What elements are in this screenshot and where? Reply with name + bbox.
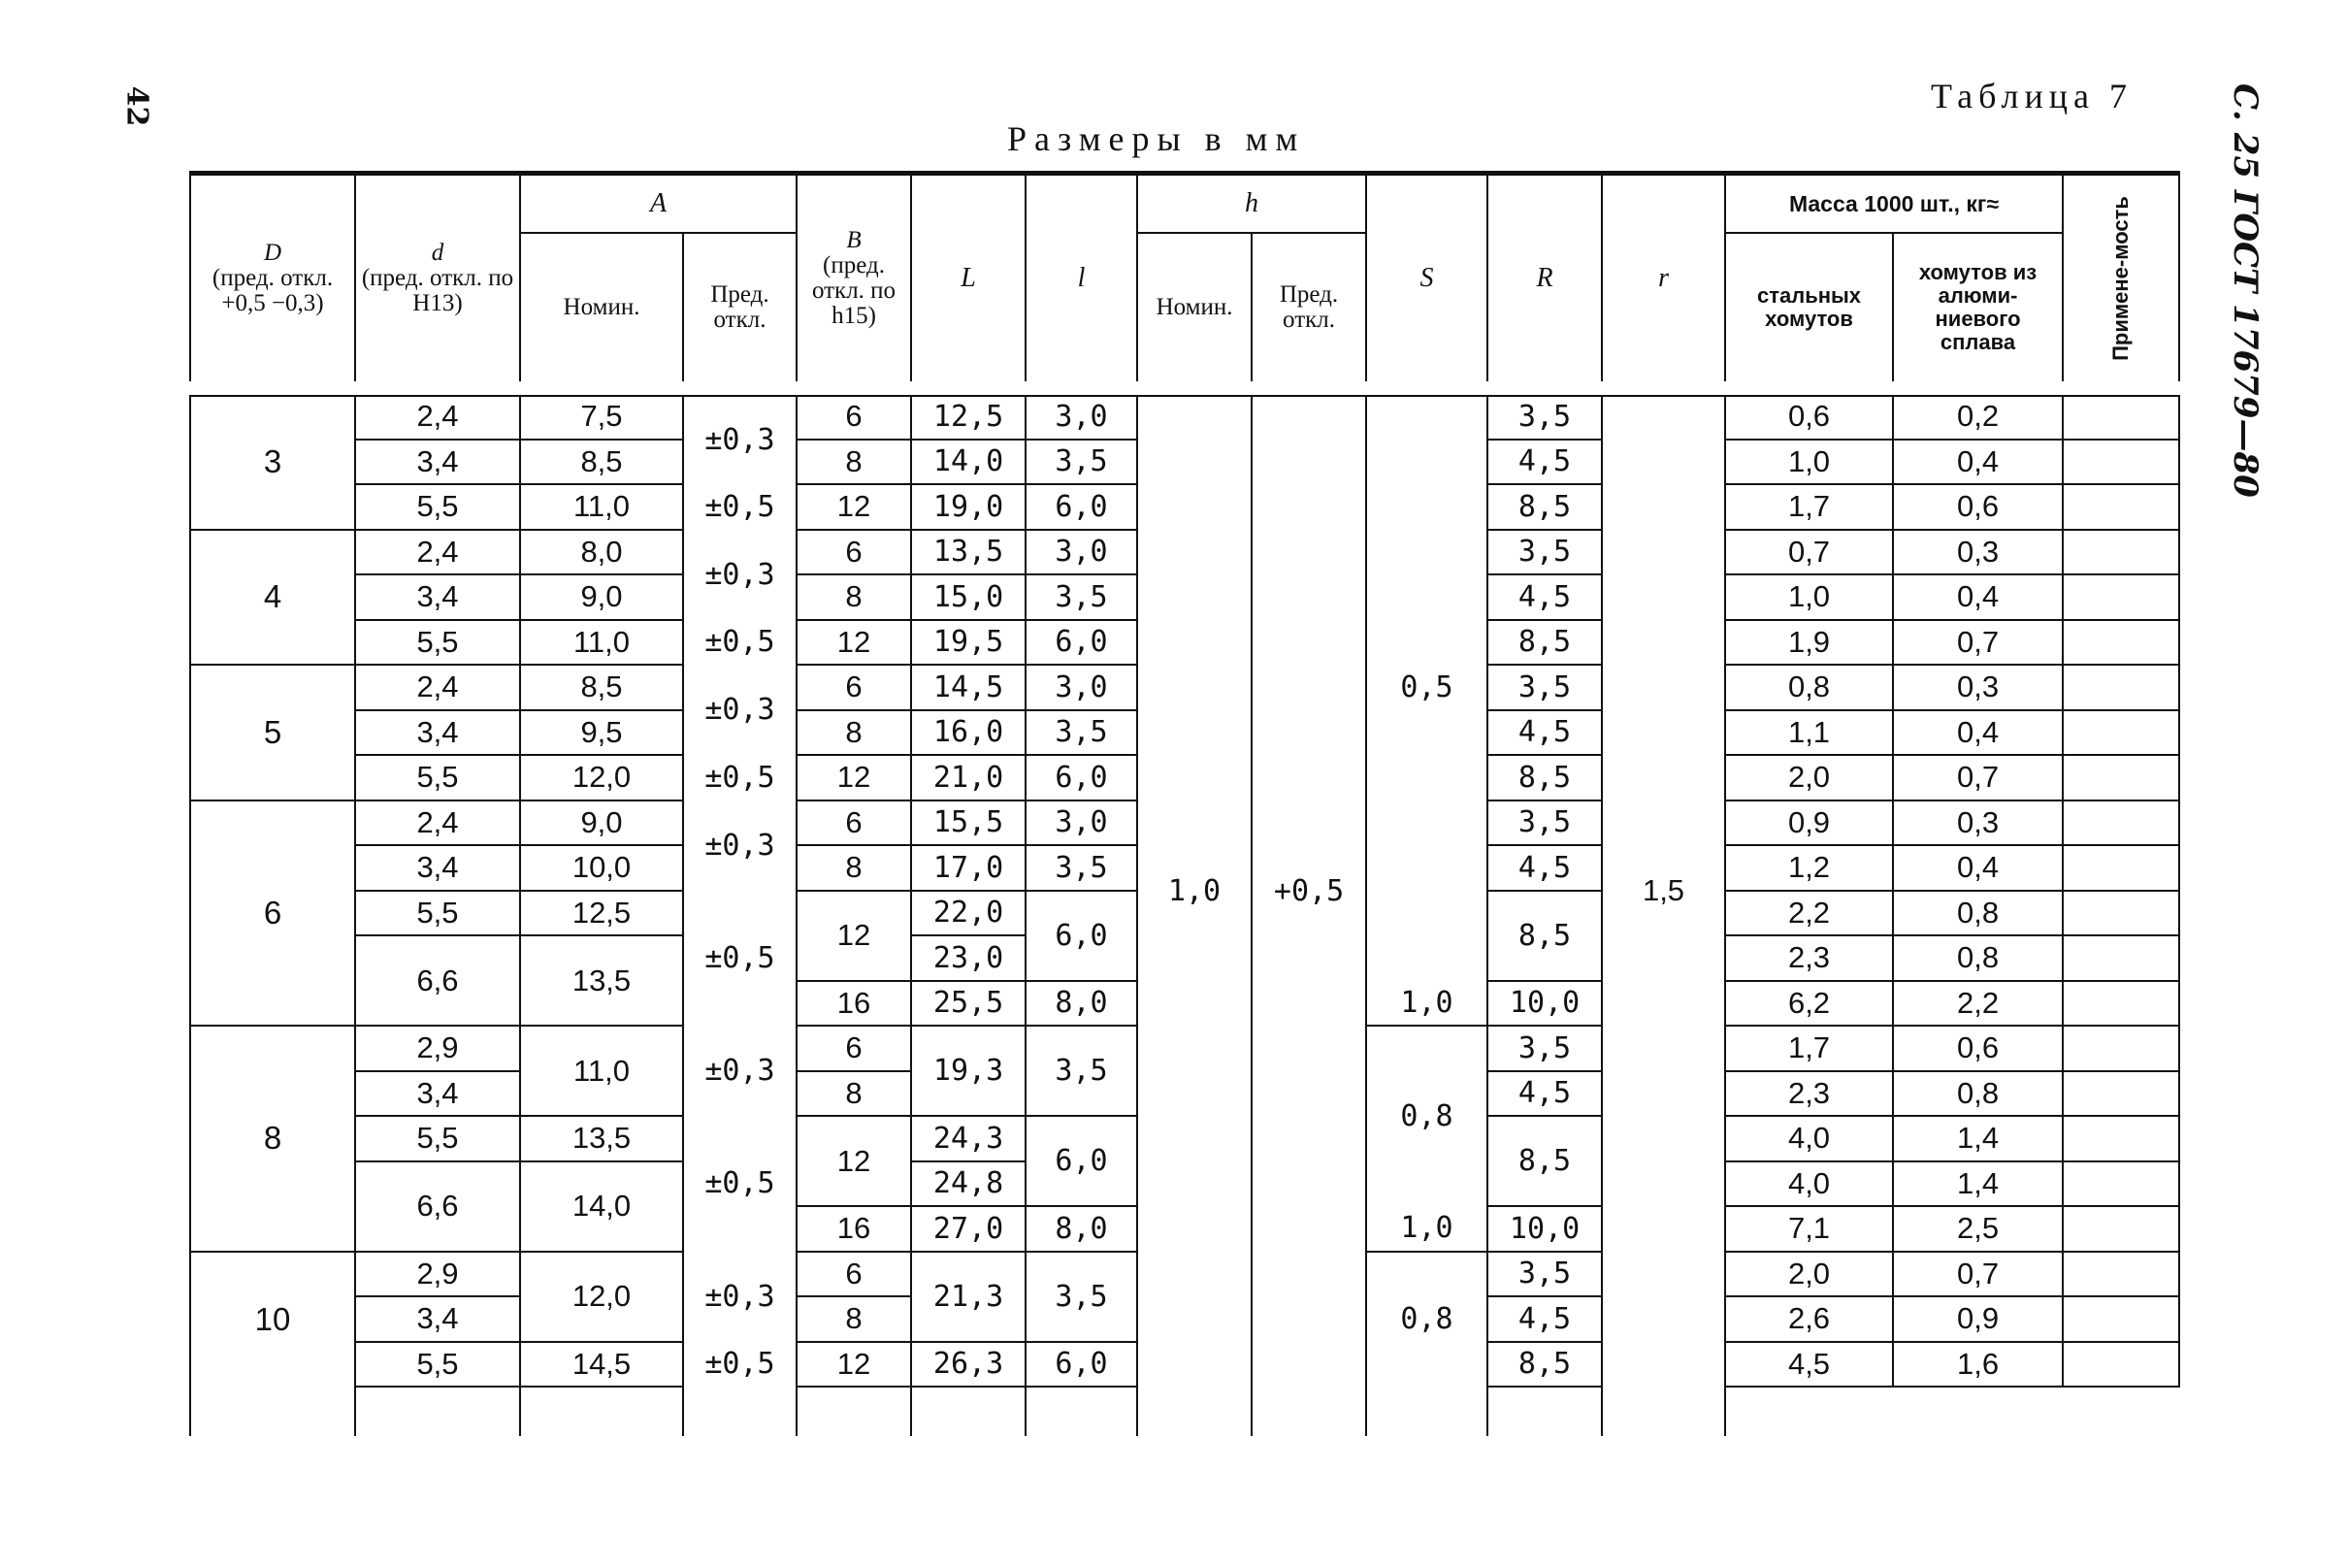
- cell-applicability: [2063, 1342, 2179, 1388]
- cell-S: 0,8: [1366, 1252, 1487, 1388]
- blank-cell: [1137, 1387, 1252, 1436]
- side-running-title: [2214, 83, 2272, 510]
- cell-L: 15,5: [911, 800, 1026, 846]
- cell-R: 3,5: [1487, 388, 1602, 440]
- cell-S: 1,0: [1366, 981, 1487, 1027]
- blank-cell: [1725, 1387, 1893, 1436]
- cell-B: 12: [797, 1342, 911, 1388]
- cell-mass-alloy: 0,8: [1893, 935, 2063, 981]
- cell-L: 15,0: [911, 574, 1026, 620]
- cell-R: 10,0: [1487, 1206, 1602, 1252]
- cell-mass-alloy: 0,9: [1893, 1296, 2063, 1342]
- cell-L: 16,0: [911, 710, 1026, 756]
- cell-mass-alloy: 0,4: [1893, 845, 2063, 891]
- cell-l: 6,0: [1026, 755, 1137, 800]
- header-D-tolerance: (пред. откл. +0,5 −0,3): [212, 265, 334, 316]
- cell-A-tolerance: ±0,5: [683, 1116, 797, 1252]
- header-A: A: [520, 174, 797, 234]
- cell-B: 6: [797, 388, 911, 440]
- cell-A-nominal: 7,5: [520, 388, 683, 440]
- cell-R: 8,5: [1487, 620, 1602, 666]
- cell-L: 26,3: [911, 1342, 1026, 1388]
- cell-A-nominal: 11,0: [520, 620, 683, 666]
- cell-R: 4,5: [1487, 440, 1602, 485]
- header-R: R: [1487, 174, 1602, 389]
- header-l: l: [1026, 174, 1137, 389]
- cell-R: 10,0: [1487, 981, 1602, 1027]
- blank-cell: [797, 1387, 911, 1436]
- cell-applicability: [2063, 800, 2179, 846]
- cell-l: 3,5: [1026, 845, 1137, 891]
- cell-B: 6: [797, 1026, 911, 1071]
- blank-cell: [1252, 1387, 1366, 1436]
- cell-S: 0,5: [1366, 388, 1487, 981]
- cell-l: 6,0: [1026, 484, 1137, 530]
- cell-applicability: [2063, 1026, 2179, 1071]
- cell-A-tolerance: ±0,5: [683, 484, 797, 530]
- header-A-nominal: Номин.: [520, 233, 683, 388]
- table-number: Таблица 7: [1931, 77, 2133, 115]
- cell-A-tolerance: ±0,5: [683, 620, 797, 666]
- cell-applicability: [2063, 1161, 2179, 1207]
- cell-l: 8,0: [1026, 981, 1137, 1027]
- cell-d: 6,6: [355, 935, 520, 1026]
- cell-A-nominal: 8,5: [520, 440, 683, 485]
- cell-A-nominal: 9,0: [520, 574, 683, 620]
- cell-applicability: [2063, 1116, 2179, 1161]
- header-mass-alloy: хомутов из алюми-ниевого сплава: [1893, 233, 2063, 388]
- cell-mass-steel: 0,7: [1725, 530, 1893, 575]
- cell-mass-steel: 1,1: [1725, 710, 1893, 756]
- cell-d: 6,6: [355, 1161, 520, 1252]
- cell-l: 3,0: [1026, 665, 1137, 710]
- cell-L: 24,8: [911, 1161, 1026, 1207]
- cell-B: 12: [797, 620, 911, 666]
- blank-cell: [1602, 1387, 1725, 1436]
- cell-d: 2,4: [355, 665, 520, 710]
- cell-applicability: [2063, 620, 2179, 666]
- cell-A-tolerance: ±0,5: [683, 891, 797, 1027]
- header-d: [355, 174, 520, 389]
- cell-L: 25,5: [911, 981, 1026, 1027]
- cell-applicability: [2063, 1296, 2179, 1342]
- standard-designation: С. 25 ГОСТ 17679—80: [2226, 83, 2265, 498]
- cell-A-nominal: 12,5: [520, 891, 683, 936]
- cell-d: 2,4: [355, 800, 520, 846]
- header-D: [190, 174, 355, 389]
- cell-applicability: [2063, 484, 2179, 530]
- cell-mass-steel: 4,0: [1725, 1116, 1893, 1161]
- cell-mass-steel: 4,0: [1725, 1161, 1893, 1207]
- cell-B: 6: [797, 530, 911, 575]
- cell-l: 6,0: [1026, 620, 1137, 666]
- header-D-symbol: D: [263, 240, 282, 266]
- cell-l: 3,5: [1026, 574, 1137, 620]
- cell-mass-steel: 7,1: [1725, 1206, 1893, 1252]
- cell-mass-steel: 1,2: [1725, 845, 1893, 891]
- header-mass: Масса 1000 шт., кг≈: [1725, 174, 2063, 234]
- cell-R: 3,5: [1487, 1252, 1602, 1297]
- cell-B: 16: [797, 1206, 911, 1252]
- header-applicability-label: Примене-мость: [2108, 196, 2134, 361]
- cell-applicability: [2063, 1206, 2179, 1252]
- cell-A-nominal: 11,0: [520, 484, 683, 530]
- cell-mass-steel: 2,0: [1725, 1252, 1893, 1297]
- cell-R: 4,5: [1487, 845, 1602, 891]
- units-caption: Размеры в мм: [1007, 119, 1306, 158]
- cell-applicability: [2063, 574, 2179, 620]
- cell-A-nominal: 11,0: [520, 1026, 683, 1116]
- cell-R: 4,5: [1487, 1071, 1602, 1117]
- header-d-symbol: d: [431, 240, 444, 266]
- cell-B: 12: [797, 484, 911, 530]
- cell-mass-steel: 2,2: [1725, 891, 1893, 936]
- cell-R: 8,5: [1487, 891, 1602, 981]
- cell-A-tolerance: ±0,3: [683, 388, 797, 484]
- cell-mass-alloy: 0,3: [1893, 800, 2063, 846]
- cell-d: 3,4: [355, 440, 520, 485]
- cell-D: 6: [190, 800, 355, 1027]
- cell-l: 3,5: [1026, 1252, 1137, 1342]
- blank-cell: [520, 1387, 683, 1436]
- cell-applicability: [2063, 710, 2179, 756]
- cell-l: 3,5: [1026, 440, 1137, 485]
- cell-applicability: [2063, 755, 2179, 800]
- header-d-tolerance: (пред. откл. по Н13): [361, 265, 514, 316]
- cell-R: 3,5: [1487, 665, 1602, 710]
- cell-R: 3,5: [1487, 530, 1602, 575]
- cell-mass-steel: 2,6: [1725, 1296, 1893, 1342]
- header-L: L: [911, 174, 1026, 389]
- cell-mass-steel: 2,3: [1725, 1071, 1893, 1117]
- cell-B: 16: [797, 981, 911, 1027]
- cell-L: 27,0: [911, 1206, 1026, 1252]
- cell-applicability: [2063, 665, 2179, 710]
- cell-applicability: [2063, 1252, 2179, 1297]
- cell-d: 3,4: [355, 1071, 520, 1117]
- cell-D: 5: [190, 665, 355, 800]
- cell-r: 1,5: [1602, 388, 1725, 1387]
- cell-B: 12: [797, 891, 911, 981]
- cell-L: 24,3: [911, 1116, 1026, 1161]
- cell-applicability: [2063, 440, 2179, 485]
- cell-A-nominal: 12,0: [520, 755, 683, 800]
- cell-mass-alloy: 2,2: [1893, 981, 2063, 1027]
- cell-l: 6,0: [1026, 1116, 1137, 1206]
- cell-d: 2,4: [355, 388, 520, 440]
- cell-mass-alloy: 0,6: [1893, 484, 2063, 530]
- cell-A-nominal: 10,0: [520, 845, 683, 891]
- cell-A-tolerance: ±0,3: [683, 530, 797, 620]
- cell-d: 5,5: [355, 891, 520, 936]
- cell-applicability: [2063, 530, 2179, 575]
- cell-B: 8: [797, 1071, 911, 1117]
- cell-mass-alloy: 0,7: [1893, 1252, 2063, 1297]
- cell-B: 12: [797, 755, 911, 800]
- cell-d: 5,5: [355, 1342, 520, 1388]
- cell-A-nominal: 9,0: [520, 800, 683, 846]
- cell-R: 4,5: [1487, 574, 1602, 620]
- header-S: S: [1366, 174, 1487, 389]
- cell-B: 8: [797, 1296, 911, 1342]
- cell-D: 8: [190, 1026, 355, 1252]
- cell-L: 13,5: [911, 530, 1026, 575]
- header-B-symbol: B: [846, 227, 862, 253]
- cell-L: 14,5: [911, 665, 1026, 710]
- cell-mass-alloy: 1,6: [1893, 1342, 2063, 1388]
- cell-d: 2,9: [355, 1252, 520, 1297]
- table-row: [190, 388, 2179, 440]
- cell-L: 21,0: [911, 755, 1026, 800]
- cell-mass-steel: 2,0: [1725, 755, 1893, 800]
- cell-mass-steel: 0,8: [1725, 665, 1893, 710]
- cell-applicability: [2063, 1071, 2179, 1117]
- cell-B: 6: [797, 665, 911, 710]
- dimensions-table: [189, 171, 2180, 1436]
- cell-d: 3,4: [355, 1296, 520, 1342]
- header-r: r: [1602, 174, 1725, 389]
- cell-A-nominal: 12,0: [520, 1252, 683, 1342]
- header-applicability: [2063, 174, 2179, 389]
- cell-R: 4,5: [1487, 1296, 1602, 1342]
- blank-cell: [1366, 1387, 1487, 1436]
- cell-S: 0,8: [1366, 1026, 1487, 1206]
- cell-l: 3,0: [1026, 800, 1137, 846]
- cell-B: 6: [797, 1252, 911, 1297]
- cell-mass-alloy: 0,3: [1893, 530, 2063, 575]
- header-B-tolerance: (пред. откл. по h15): [811, 252, 897, 329]
- cell-d: 2,4: [355, 530, 520, 575]
- cell-l: 3,0: [1026, 530, 1137, 575]
- cell-applicability: [2063, 845, 2179, 891]
- cell-R: 8,5: [1487, 755, 1602, 800]
- cell-mass-alloy: 1,4: [1893, 1116, 2063, 1161]
- cell-mass-steel: 6,2: [1725, 981, 1893, 1027]
- cell-L: 21,3: [911, 1252, 1026, 1342]
- cell-A-tolerance: ±0,5: [683, 1342, 797, 1388]
- cell-d: 3,4: [355, 845, 520, 891]
- cell-A-tolerance: ±0,3: [683, 1026, 797, 1116]
- cell-L: 17,0: [911, 845, 1026, 891]
- cell-L: 23,0: [911, 935, 1026, 981]
- cell-mass-alloy: 0,4: [1893, 574, 2063, 620]
- cell-L: 19,0: [911, 484, 1026, 530]
- cell-mass-steel: 0,9: [1725, 800, 1893, 846]
- cell-B: 12: [797, 1116, 911, 1206]
- cell-mass-alloy: 0,4: [1893, 440, 2063, 485]
- cell-d: 2,9: [355, 1026, 520, 1071]
- cell-mass-steel: 2,3: [1725, 935, 1893, 981]
- cell-B: 8: [797, 845, 911, 891]
- blank-cell: [355, 1387, 520, 1436]
- cell-l: 6,0: [1026, 1342, 1137, 1388]
- cell-h-tolerance: +0,5: [1252, 388, 1366, 1387]
- cell-mass-steel: 1,7: [1725, 1026, 1893, 1071]
- blank-cell: [190, 1387, 355, 1436]
- cell-d: 5,5: [355, 484, 520, 530]
- header-h-tolerance: Пред. откл.: [1252, 233, 1366, 388]
- page-number: 42: [119, 85, 154, 127]
- cell-L: 19,3: [911, 1026, 1026, 1116]
- blank-cell: [911, 1387, 1026, 1436]
- cell-A-nominal: 8,0: [520, 530, 683, 575]
- cell-B: 8: [797, 710, 911, 756]
- cell-mass-alloy: 0,6: [1893, 1026, 2063, 1071]
- blank-cell: [1487, 1387, 1602, 1436]
- cell-R: 8,5: [1487, 1116, 1602, 1206]
- cell-L: 22,0: [911, 891, 1026, 936]
- cell-mass-steel: 1,7: [1725, 484, 1893, 530]
- cell-mass-alloy: 0,2: [1893, 388, 2063, 440]
- cell-mass-steel: 1,0: [1725, 440, 1893, 485]
- cell-D: 10: [190, 1252, 355, 1388]
- header-A-tolerance: Пред. откл.: [683, 233, 797, 388]
- cell-mass-steel: 1,0: [1725, 574, 1893, 620]
- cell-mass-alloy: 0,4: [1893, 710, 2063, 756]
- header-h: h: [1137, 174, 1366, 234]
- cell-l: 3,5: [1026, 1026, 1137, 1116]
- cell-L: 19,5: [911, 620, 1026, 666]
- cell-mass-steel: 1,9: [1725, 620, 1893, 666]
- header-h-nominal: Номин.: [1137, 233, 1252, 388]
- cell-D: 4: [190, 530, 355, 666]
- cell-applicability: [2063, 981, 2179, 1027]
- cell-R: 3,5: [1487, 800, 1602, 846]
- cell-applicability: [2063, 388, 2179, 440]
- cell-d: 3,4: [355, 574, 520, 620]
- cell-A-tolerance: ±0,3: [683, 1252, 797, 1342]
- cell-A-nominal: 13,5: [520, 1116, 683, 1161]
- cell-D: 3: [190, 388, 355, 530]
- cell-mass-alloy: 0,7: [1893, 620, 2063, 666]
- cell-L: 12,5: [911, 388, 1026, 440]
- cell-l: 6,0: [1026, 891, 1137, 981]
- cell-B: 6: [797, 800, 911, 846]
- cell-S: 1,0: [1366, 1206, 1487, 1252]
- cell-R: 4,5: [1487, 710, 1602, 756]
- cell-L: 14,0: [911, 440, 1026, 485]
- cell-R: 3,5: [1487, 1026, 1602, 1071]
- header-B: [797, 174, 911, 389]
- cell-mass-steel: 4,5: [1725, 1342, 1893, 1388]
- cell-applicability: [2063, 891, 2179, 936]
- cell-mass-alloy: 2,5: [1893, 1206, 2063, 1252]
- cell-A-tolerance: ±0,3: [683, 800, 797, 891]
- cell-mass-alloy: 0,8: [1893, 891, 2063, 936]
- cell-l: 3,5: [1026, 710, 1137, 756]
- cell-d: 3,4: [355, 710, 520, 756]
- table-row-blank: [190, 1387, 2179, 1436]
- header-mass-steel: стальных хомутов: [1725, 233, 1893, 388]
- cell-mass-alloy: 0,3: [1893, 665, 2063, 710]
- cell-d: 5,5: [355, 1116, 520, 1161]
- cell-A-nominal: 14,5: [520, 1342, 683, 1388]
- cell-mass-alloy: 1,4: [1893, 1161, 2063, 1207]
- cell-A-nominal: 14,0: [520, 1161, 683, 1252]
- cell-mass-alloy: 0,7: [1893, 755, 2063, 800]
- cell-A-nominal: 13,5: [520, 935, 683, 1026]
- cell-R: 8,5: [1487, 484, 1602, 530]
- cell-d: 5,5: [355, 755, 520, 800]
- cell-mass-alloy: 0,8: [1893, 1071, 2063, 1117]
- cell-A-tolerance: ±0,3: [683, 665, 797, 755]
- cell-d: 5,5: [355, 620, 520, 666]
- cell-A-nominal: 8,5: [520, 665, 683, 710]
- cell-l: 8,0: [1026, 1206, 1137, 1252]
- cell-A-nominal: 9,5: [520, 710, 683, 756]
- dimensions-table-wrapper: [189, 171, 2178, 1436]
- cell-applicability: [2063, 935, 2179, 981]
- cell-h-nominal: 1,0: [1137, 388, 1252, 1387]
- table-body: [190, 388, 2179, 1436]
- blank-cell: [1026, 1387, 1137, 1436]
- cell-R: 8,5: [1487, 1342, 1602, 1388]
- cell-mass-steel: 0,6: [1725, 388, 1893, 440]
- blank-cell: [683, 1387, 797, 1436]
- cell-B: 8: [797, 574, 911, 620]
- cell-A-tolerance: ±0,5: [683, 755, 797, 800]
- cell-B: 8: [797, 440, 911, 485]
- cell-l: 3,0: [1026, 388, 1137, 440]
